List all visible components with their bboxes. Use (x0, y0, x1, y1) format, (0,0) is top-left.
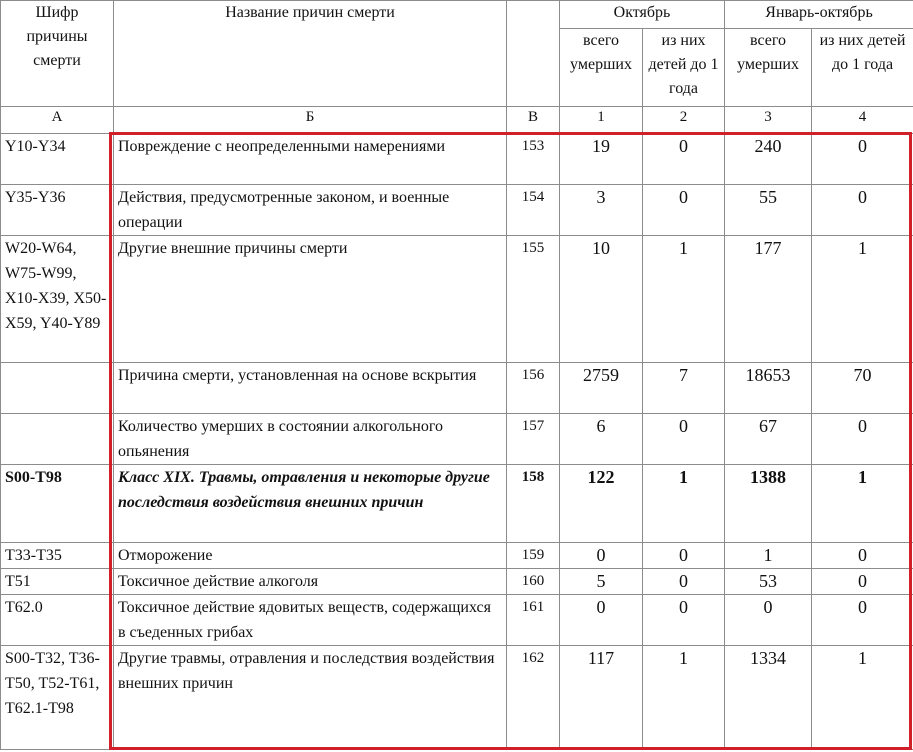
cell-jo-total: 67 (725, 414, 812, 465)
cell-jo-children: 0 (812, 414, 913, 465)
cell-oct-children: 7 (643, 363, 725, 414)
cell-name: Отморожение (114, 543, 507, 569)
cell-oct-total: 3 (560, 185, 643, 236)
cell-name: Причина смерти, установленная на основе вскрытия (114, 363, 507, 414)
table-row-class-total (1, 465, 913, 543)
cell-jo-total: 18653 (725, 363, 812, 414)
header-october: Октябрь (560, 1, 725, 29)
cell-jo-total: 1 (725, 543, 812, 569)
header-row-number (507, 1, 560, 107)
letter-2: 2 (643, 107, 725, 134)
cell-code (1, 414, 114, 465)
header-jan-oct: Январь-октябрь (725, 1, 913, 29)
cell-jo-children: 1 (812, 646, 913, 750)
cell-oct-total: 2759 (560, 363, 643, 414)
letter-1: 1 (560, 107, 643, 134)
cell-jo-children: 1 (812, 236, 913, 363)
cell-name: Токсичное действие алкоголя (114, 569, 507, 595)
cell-code: S00-T98 (1, 465, 114, 543)
cell-name: Действия, предусмотренные законом, и военные операции (114, 185, 507, 236)
cell-code: T51 (1, 569, 114, 595)
table-row (1, 414, 913, 465)
header-oct-children: из них детей до 1 года (643, 29, 725, 107)
cell-oct-children: 1 (643, 646, 725, 750)
cell-oct-children: 1 (643, 465, 725, 543)
cell-row-number: 154 (507, 185, 560, 236)
letter-3: 3 (725, 107, 812, 134)
cell-jo-children: 0 (812, 134, 913, 185)
cell-row-number: 157 (507, 414, 560, 465)
cell-jo-total: 240 (725, 134, 812, 185)
header-oct-total: всего умерших (560, 29, 643, 107)
cell-oct-total: 6 (560, 414, 643, 465)
table-row (1, 236, 913, 363)
cell-code (1, 363, 114, 414)
cell-row-number: 162 (507, 646, 560, 750)
cell-row-number: 153 (507, 134, 560, 185)
cell-jo-total: 177 (725, 236, 812, 363)
cell-oct-children: 0 (643, 134, 725, 185)
cell-name: Токсичное действие ядовитых веществ, содержащихся в съеденных грибах (114, 595, 507, 646)
cell-oct-total: 122 (560, 465, 643, 543)
letter-b: Б (114, 107, 507, 134)
cell-jo-children: 0 (812, 595, 913, 646)
letter-a: А (1, 107, 114, 134)
header-name: Название причин смерти (114, 1, 507, 107)
header-letters-row (1, 107, 913, 134)
cell-code: W20-W64, W75-W99, X10-X39, X50-X59, Y40-Y89 (1, 236, 114, 363)
cell-oct-total: 5 (560, 569, 643, 595)
cell-jo-children: 0 (812, 543, 913, 569)
cell-code: S00-T32, T36-T50, T52-T61, T62.1-T98 (1, 646, 114, 750)
cell-jo-total: 55 (725, 185, 812, 236)
cell-oct-total: 0 (560, 595, 643, 646)
table-row (1, 595, 913, 646)
table-row (1, 134, 913, 185)
cell-oct-total: 117 (560, 646, 643, 750)
table-row (1, 569, 913, 595)
cell-row-number: 158 (507, 465, 560, 543)
table-row (1, 543, 913, 569)
cell-name: Класс XIX. Травмы, отравления и некоторые другие последствия воздействия внешних причин (114, 465, 507, 543)
cell-jo-children: 0 (812, 185, 913, 236)
cell-code: T33-T35 (1, 543, 114, 569)
cell-jo-total: 1388 (725, 465, 812, 543)
cell-oct-children: 0 (643, 569, 725, 595)
header-jo-children: из них детей до 1 года (812, 29, 913, 107)
cell-oct-children: 1 (643, 236, 725, 363)
cell-row-number: 156 (507, 363, 560, 414)
cell-oct-children: 0 (643, 595, 725, 646)
letter-v: В (507, 107, 560, 134)
cell-oct-total: 0 (560, 543, 643, 569)
cell-jo-children: 0 (812, 569, 913, 595)
cell-oct-children: 0 (643, 414, 725, 465)
cell-row-number: 160 (507, 569, 560, 595)
cell-row-number: 161 (507, 595, 560, 646)
cell-name: Повреждение с неопределенными намерениями (114, 134, 507, 185)
cell-code: T62.0 (1, 595, 114, 646)
cell-jo-total: 53 (725, 569, 812, 595)
cell-oct-total: 19 (560, 134, 643, 185)
cell-jo-total: 0 (725, 595, 812, 646)
letter-4: 4 (812, 107, 913, 134)
cell-code: Y35-Y36 (1, 185, 114, 236)
table-row (1, 185, 913, 236)
table-row (1, 363, 913, 414)
cell-name: Другие травмы, отравления и последствия воздействия внешних причин (114, 646, 507, 750)
cell-oct-children: 0 (643, 185, 725, 236)
cell-row-number: 155 (507, 236, 560, 363)
cell-name: Количество умерших в состоянии алкогольного опьянения (114, 414, 507, 465)
table-row (1, 646, 913, 750)
header-jo-total: всего умерших (725, 29, 812, 107)
cell-jo-total: 1334 (725, 646, 812, 750)
cell-code: Y10-Y34 (1, 134, 114, 185)
cell-name: Другие внешние причины смерти (114, 236, 507, 363)
cell-row-number: 159 (507, 543, 560, 569)
header-code: Шифр причины смерти (1, 1, 114, 107)
cell-oct-total: 10 (560, 236, 643, 363)
cell-oct-children: 0 (643, 543, 725, 569)
header-row-top (1, 1, 913, 29)
cell-jo-children: 70 (812, 363, 913, 414)
cell-jo-children: 1 (812, 465, 913, 543)
